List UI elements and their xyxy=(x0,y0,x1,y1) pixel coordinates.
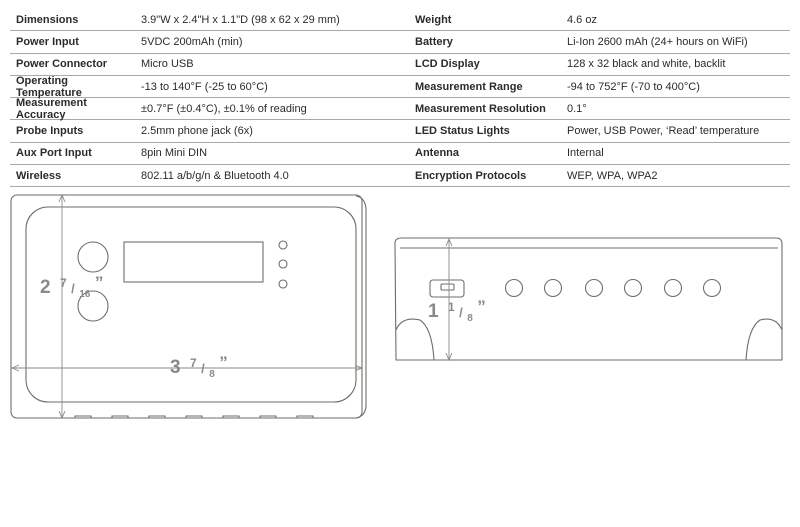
spec-label: Power Connector xyxy=(16,58,108,71)
spec-row xyxy=(10,9,790,31)
spec-label: Power Input xyxy=(16,35,79,48)
front-width-dimension-label: 3 $^7$ $_/$ $_8$ ” xyxy=(170,353,228,380)
spec-value: Li-Ion 2600 mAh (24+ hours on WiFi) xyxy=(567,35,748,48)
spec-value: Internal xyxy=(567,147,604,160)
side-view xyxy=(395,238,782,360)
spec-label: Probe Inputs xyxy=(16,125,84,138)
front-outer-case xyxy=(11,195,362,418)
front-view xyxy=(11,195,366,418)
front-height-dimension-label: 2 $^7$ $_/$ $_{16}$ ” xyxy=(40,273,104,300)
side-right-bumper xyxy=(746,319,782,360)
spec-label: Measurement Resolution xyxy=(415,102,546,115)
spec-label: Wireless xyxy=(16,169,62,182)
spec-label: LCD Display xyxy=(415,58,480,71)
micro-usb-port-inner xyxy=(441,284,454,290)
micro-usb-port xyxy=(430,280,464,297)
front-dimension-lines xyxy=(12,195,362,418)
spec-row xyxy=(10,54,790,76)
spec-row xyxy=(10,98,790,120)
technical-drawings xyxy=(0,180,800,440)
spec-label: Dimensions xyxy=(16,13,79,26)
spec-label: Aux Port Input xyxy=(16,147,92,160)
led-status-1 xyxy=(279,241,287,249)
spec-value: 128 x 32 black and white, backlit xyxy=(567,58,726,71)
spec-label: Measurement Accuracy xyxy=(16,96,87,121)
spec-label: Battery xyxy=(415,35,453,48)
spec-value: 3.9"W x 2.4"H x 1.1"D (98 x 62 x 29 mm) xyxy=(141,13,340,26)
spec-row xyxy=(10,143,790,165)
probe-jack-3 xyxy=(586,280,603,297)
spec-value: 802.11 a/b/g/n & Bluetooth 4.0 xyxy=(141,169,289,182)
spec-row xyxy=(10,76,790,98)
spec-value: 0.1° xyxy=(567,102,587,115)
spec-value: ±0.7°F (±0.4°C), ±0.1% of reading xyxy=(141,102,307,115)
spec-label: Weight xyxy=(415,13,452,26)
spec-value: 4.6 oz xyxy=(567,13,597,26)
led-status-2 xyxy=(279,260,287,268)
probe-jack-1 xyxy=(506,280,523,297)
spec-label: Antenna xyxy=(415,147,459,160)
spec-table xyxy=(10,9,790,187)
probe-port-top xyxy=(78,242,108,272)
spec-value: -13 to 140°F (-25 to 60°C) xyxy=(141,80,268,93)
spec-row xyxy=(10,31,790,53)
spec-value: -94 to 752°F (-70 to 400°C) xyxy=(567,80,700,93)
side-left-bumper xyxy=(396,319,434,360)
spec-row xyxy=(10,120,790,142)
side-depth-dimension-label: 1 $^1$ $_/$ $_8$ ” xyxy=(428,297,486,324)
spec-value: Power, USB Power, ‘Read’ temperature xyxy=(567,125,760,138)
spec-value: Micro USB xyxy=(141,58,194,71)
probe-jack-2 xyxy=(545,280,562,297)
spec-label: Operating Temperature xyxy=(16,74,82,99)
spec-value: 5VDC 200mAh (min) xyxy=(141,35,243,48)
probe-jack-5 xyxy=(665,280,682,297)
spec-value: 2.5mm phone jack (6x) xyxy=(141,125,253,138)
spec-value: 8pin Mini DIN xyxy=(141,147,208,160)
spec-value: WEP, WPA, WPA2 xyxy=(567,169,658,182)
led-status-3 xyxy=(279,280,287,288)
spec-label: Measurement Range xyxy=(415,80,523,93)
lcd-display-outline xyxy=(124,242,263,282)
front-case-side-edge xyxy=(356,196,366,418)
spec-label: LED Status Lights xyxy=(415,125,510,138)
front-inner-panel xyxy=(26,207,356,402)
spec-label: Encryption Protocols xyxy=(415,169,527,182)
probe-jack-4 xyxy=(625,280,642,297)
probe-jack-6 xyxy=(704,280,721,297)
side-case-outline xyxy=(395,238,782,360)
